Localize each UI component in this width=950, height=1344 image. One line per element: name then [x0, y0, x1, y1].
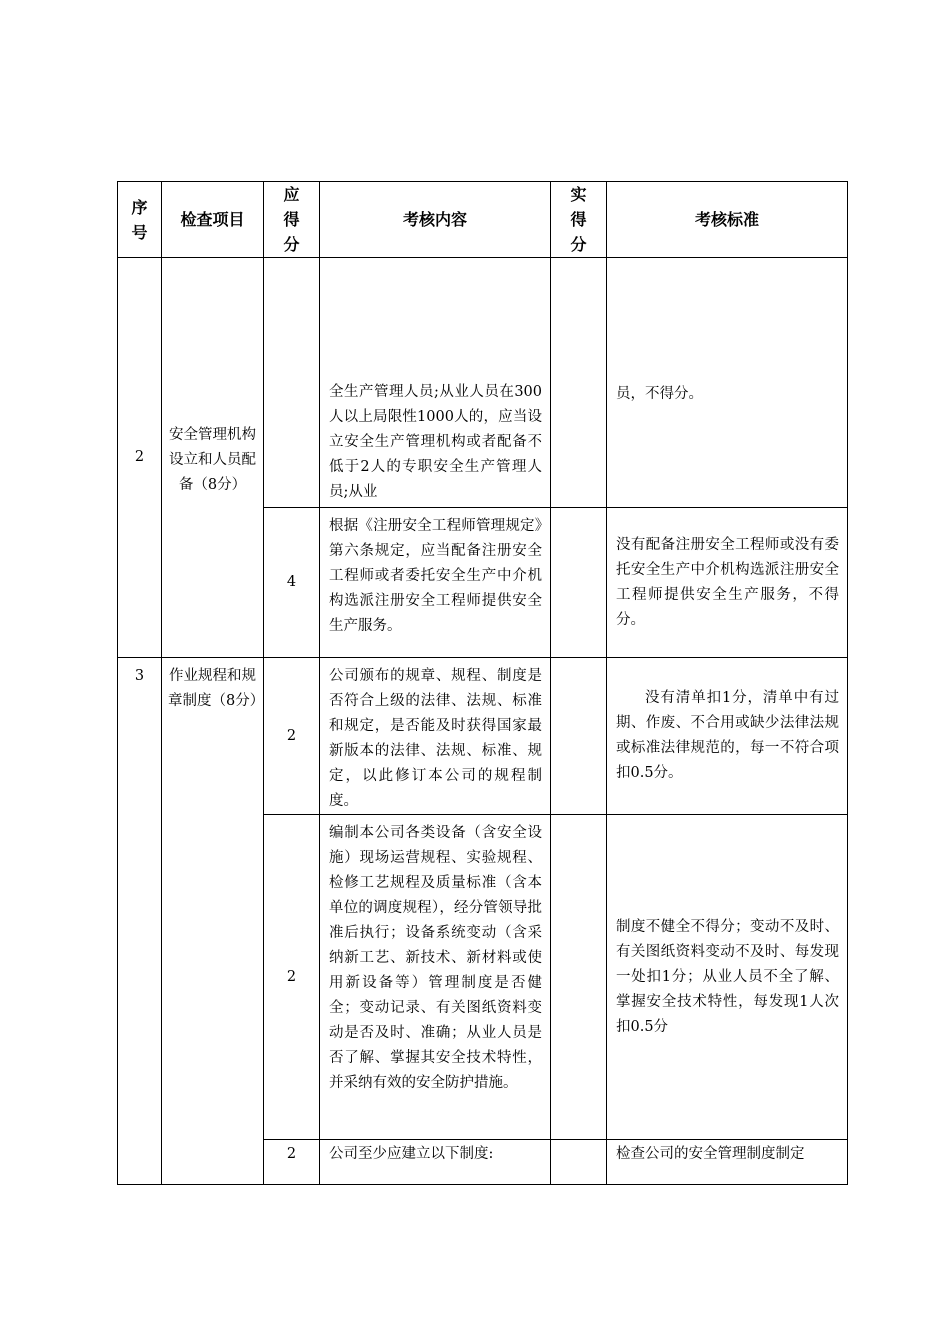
- header-content: 考核内容: [320, 182, 551, 258]
- row-item: 安全管理机构设立和人员配备（8分）: [162, 258, 264, 658]
- row-score: 4: [264, 508, 320, 658]
- row-content: 公司至少应建立以下制度:: [320, 1140, 551, 1185]
- row-seq: 3: [118, 658, 162, 1185]
- row-item: 作业规程和规章制度（8分）: [162, 658, 264, 1185]
- row-standard: 员，不得分。: [607, 258, 848, 508]
- header-actual-score: 实得分: [551, 182, 607, 258]
- row-actual-score: [551, 1140, 607, 1185]
- row-actual-score: [551, 815, 607, 1140]
- header-due-score: 应得分: [264, 182, 320, 258]
- row-score: 2: [264, 658, 320, 815]
- row-score: [264, 258, 320, 508]
- row-content: 根据《注册安全工程师管理规定》第六条规定，应当配备注册安全工程师或者委托安全生产中介机构选派注册安全工程师提供安全生产服务。: [320, 508, 551, 658]
- row-content: 公司颁布的规章、规程、制度是否符合上级的法律、法规、标准和规定，是否能及时获得国家最新版本的法律、法规、标准、规定，以此修订本公司的规程制度。: [320, 658, 551, 815]
- row-score: 2: [264, 815, 320, 1140]
- header-row: [118, 182, 848, 258]
- row-standard: 制度不健全不得分；变动不及时、有关图纸资料变动不及时、每发现一处扣1分；从业人员不全了解、掌握安全技术特性，每发现1人次扣0.5分: [607, 815, 848, 1140]
- row-content: 全生产管理人员;从业人员在300人以上局限性1000人的，应当设立安全生产管理机构或者配备不低于2人的专职安全生产管理人员;从业: [320, 258, 551, 508]
- row-actual-score: [551, 508, 607, 658]
- row-standard: 没有清单扣1分，清单中有过期、作废、不合用或缺少法律法规或标准法律规范的，每一不符合项扣0.5分。: [607, 658, 848, 815]
- assessment-table: [117, 181, 848, 1185]
- row-standard: 没有配备注册安全工程师或没有委托安全生产中介机构选派注册安全工程师提供安全生产服务，不得分。: [607, 508, 848, 658]
- row-actual-score: [551, 658, 607, 815]
- row-score: 2: [264, 1140, 320, 1185]
- table-row: [118, 258, 848, 508]
- header-item: 检查项目: [162, 182, 264, 258]
- row-content: 编制本公司各类设备（含安全设施）现场运营规程、实验规程、检修工艺规程及质量标准（含本单位的调度规程），经分管领导批准后执行；设备系统变动（含采纳新工艺、新技术、新材料或使用新设备等）管理制度是否健全；变动记录、有关图纸资料变动是否及时、准确；从业人员是否了解、掌握其安全技术特性，并采纳有效的安全防护措施。: [320, 815, 551, 1140]
- header-seq: 序号: [118, 182, 162, 258]
- row-seq: 2: [118, 258, 162, 658]
- row-actual-score: [551, 258, 607, 508]
- header-standard: 考核标准: [607, 182, 848, 258]
- row-standard: 检查公司的安全管理制度制定: [607, 1140, 848, 1185]
- table-row: [118, 658, 848, 815]
